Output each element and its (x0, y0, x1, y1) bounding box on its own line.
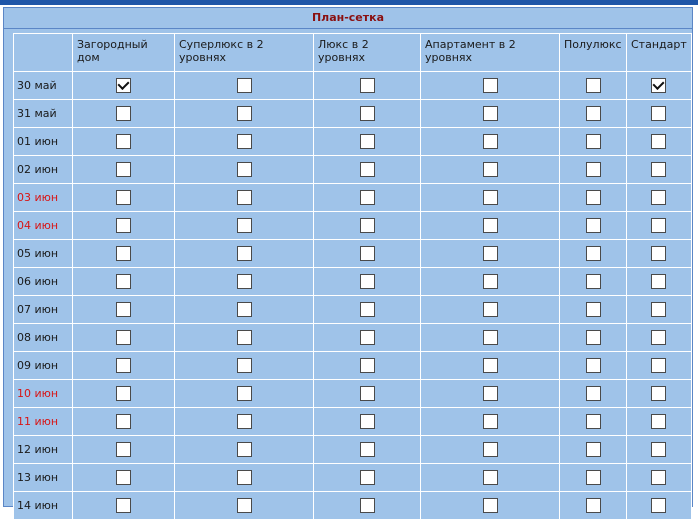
header-column: Полулюкс (560, 34, 627, 72)
checkbox-icon[interactable] (651, 442, 666, 457)
grid-cell (560, 296, 627, 324)
grid-cell (421, 436, 560, 464)
table-row (14, 492, 692, 520)
grid-cell (560, 464, 627, 492)
grid-cell (314, 380, 421, 408)
grid-cell (314, 408, 421, 436)
checkbox-icon[interactable] (360, 106, 375, 121)
grid-cell (627, 100, 692, 128)
grid-cell (314, 296, 421, 324)
grid-cell (73, 464, 175, 492)
grid-cell (175, 184, 314, 212)
plan-grid-table (13, 33, 692, 520)
grid-cell (421, 352, 560, 380)
checkbox-icon[interactable] (116, 386, 131, 401)
date-cell: 04 июн (14, 212, 73, 240)
date-cell: 03 июн (14, 184, 73, 212)
grid-cell (73, 268, 175, 296)
grid-cell (314, 324, 421, 352)
grid-cell (560, 268, 627, 296)
checkbox-icon[interactable] (237, 106, 252, 121)
table-row (14, 352, 692, 380)
checkbox-icon[interactable] (586, 106, 601, 121)
checkbox-icon[interactable] (360, 470, 375, 485)
header-column: Люкс в 2 уровнях (314, 34, 421, 72)
grid-cell (560, 352, 627, 380)
checkbox-icon[interactable] (360, 162, 375, 177)
checkbox-icon[interactable] (586, 162, 601, 177)
grid-cell (421, 268, 560, 296)
checkbox-icon[interactable] (237, 302, 252, 317)
grid-cell (314, 436, 421, 464)
checkbox-icon[interactable] (360, 498, 375, 513)
grid-body (14, 72, 692, 520)
date-cell: 30 май (14, 72, 73, 100)
checkbox-icon[interactable] (116, 106, 131, 121)
table-row (14, 72, 692, 100)
table-row (14, 324, 692, 352)
checkbox-icon[interactable] (360, 386, 375, 401)
checkbox-icon[interactable] (483, 246, 498, 261)
checkbox-icon[interactable] (483, 78, 498, 93)
checkbox-icon[interactable] (116, 162, 131, 177)
checkbox-icon[interactable] (586, 442, 601, 457)
grid-cell (421, 184, 560, 212)
checkbox-icon[interactable] (586, 218, 601, 233)
table-row (14, 128, 692, 156)
date-cell: 01 июн (14, 128, 73, 156)
checkbox-icon[interactable] (237, 386, 252, 401)
checkbox-icon[interactable] (360, 246, 375, 261)
header-row (14, 34, 692, 72)
grid-cell (560, 436, 627, 464)
header-date-column (14, 34, 73, 72)
checkbox-icon[interactable] (586, 134, 601, 149)
checkbox-icon[interactable] (651, 162, 666, 177)
grid-cell (560, 408, 627, 436)
grid-cell (175, 240, 314, 268)
grid-cell (421, 324, 560, 352)
checkbox-icon[interactable] (483, 330, 498, 345)
grid-cell (627, 492, 692, 520)
grid-cell (175, 100, 314, 128)
grid-cell (314, 492, 421, 520)
checkbox-icon[interactable] (237, 218, 252, 233)
grid-cell (73, 240, 175, 268)
grid-cell (560, 156, 627, 184)
grid-cell (627, 268, 692, 296)
checkbox-icon[interactable] (237, 330, 252, 345)
grid-cell (73, 380, 175, 408)
grid-cell (627, 296, 692, 324)
grid-cell (627, 212, 692, 240)
checkbox-icon[interactable] (651, 470, 666, 485)
grid-cell (421, 408, 560, 436)
checkbox-icon[interactable] (483, 414, 498, 429)
checkbox-icon[interactable] (651, 274, 666, 289)
checkbox-icon[interactable] (116, 330, 131, 345)
header-column: Апартамент в 2 уровнях (421, 34, 560, 72)
date-cell: 14 июн (14, 492, 73, 520)
checkbox-icon[interactable] (651, 330, 666, 345)
date-cell: 31 май (14, 100, 73, 128)
checkbox-icon[interactable] (586, 358, 601, 373)
grid-cell (175, 72, 314, 100)
grid-cell (314, 212, 421, 240)
table-row (14, 184, 692, 212)
grid-cell (421, 296, 560, 324)
checkbox-icon[interactable] (360, 78, 375, 93)
grid-cell (421, 464, 560, 492)
checkbox-icon[interactable] (586, 414, 601, 429)
checkbox-icon[interactable] (237, 246, 252, 261)
table-row (14, 268, 692, 296)
grid-cell (175, 408, 314, 436)
table-row (14, 296, 692, 324)
grid-cell (421, 212, 560, 240)
checkbox-icon[interactable] (483, 274, 498, 289)
window-top-strip (0, 0, 698, 5)
checkbox-icon[interactable] (586, 302, 601, 317)
checkbox-icon[interactable] (483, 218, 498, 233)
grid-cell (175, 492, 314, 520)
table-row (14, 240, 692, 268)
checkbox-icon[interactable] (651, 358, 666, 373)
grid-cell (560, 240, 627, 268)
checkbox-icon[interactable] (586, 78, 601, 93)
grid-cell (314, 352, 421, 380)
grid-cell (175, 156, 314, 184)
checkbox-icon[interactable] (586, 386, 601, 401)
checkbox-icon[interactable] (360, 302, 375, 317)
grid-cell (560, 184, 627, 212)
checkbox-icon[interactable] (586, 190, 601, 205)
checkbox-icon[interactable] (360, 274, 375, 289)
grid-cell (560, 380, 627, 408)
checkbox-icon[interactable] (116, 498, 131, 513)
checkbox-icon[interactable] (586, 470, 601, 485)
grid-cell (73, 100, 175, 128)
grid-cell (314, 184, 421, 212)
checkbox-icon[interactable] (483, 134, 498, 149)
checkbox-icon[interactable] (651, 498, 666, 513)
grid-cell (627, 128, 692, 156)
grid-cell (560, 492, 627, 520)
grid-cell (314, 72, 421, 100)
checkbox-icon[interactable] (483, 470, 498, 485)
checkbox-icon[interactable] (651, 106, 666, 121)
grid-cell (560, 72, 627, 100)
date-cell: 06 июн (14, 268, 73, 296)
checkbox-icon[interactable] (483, 442, 498, 457)
checkbox-icon[interactable] (651, 246, 666, 261)
grid-cell (627, 72, 692, 100)
checkbox-icon[interactable] (586, 330, 601, 345)
checkbox-icon[interactable] (237, 78, 252, 93)
checkbox-icon[interactable] (360, 134, 375, 149)
grid-cell (421, 492, 560, 520)
date-cell: 10 июн (14, 380, 73, 408)
date-cell: 12 июн (14, 436, 73, 464)
grid-cell (627, 240, 692, 268)
checkbox-icon[interactable] (483, 358, 498, 373)
checkbox-icon[interactable] (360, 414, 375, 429)
checkbox-icon[interactable] (360, 442, 375, 457)
checkbox-icon[interactable] (116, 134, 131, 149)
checkbox-icon[interactable] (360, 190, 375, 205)
checkbox-icon[interactable] (237, 134, 252, 149)
plan-grid-panel (3, 7, 693, 512)
checkbox-icon[interactable] (237, 190, 252, 205)
grid-cell (560, 212, 627, 240)
checkbox-icon[interactable] (360, 330, 375, 345)
grid-cell (627, 436, 692, 464)
checkbox-icon[interactable] (651, 302, 666, 317)
checkbox-icon[interactable] (237, 442, 252, 457)
header-column: Суперлюкс в 2 уровнях (175, 34, 314, 72)
date-cell: 07 июн (14, 296, 73, 324)
grid-cell (627, 184, 692, 212)
checkbox-icon[interactable] (651, 78, 666, 93)
checkbox-icon[interactable] (237, 498, 252, 513)
checkbox-icon[interactable] (116, 302, 131, 317)
grid-cell (73, 128, 175, 156)
grid-cell (73, 156, 175, 184)
grid-cell (314, 128, 421, 156)
grid-cell (421, 100, 560, 128)
checkbox-icon[interactable] (116, 470, 131, 485)
checkbox-icon[interactable] (483, 498, 498, 513)
table-row (14, 436, 692, 464)
grid-cell (175, 352, 314, 380)
date-cell: 11 июн (14, 408, 73, 436)
checkbox-icon[interactable] (586, 274, 601, 289)
panel-title: План-сетка (4, 8, 692, 29)
grid-cell (73, 296, 175, 324)
grid-cell (175, 296, 314, 324)
grid-cell (73, 352, 175, 380)
grid-cell (73, 72, 175, 100)
grid-cell (175, 128, 314, 156)
grid-cell (314, 464, 421, 492)
grid-cell (627, 156, 692, 184)
grid-cell (73, 408, 175, 436)
grid-cell (560, 324, 627, 352)
date-cell: 02 июн (14, 156, 73, 184)
table-row (14, 212, 692, 240)
checkbox-icon[interactable] (651, 190, 666, 205)
grid-cell (175, 380, 314, 408)
grid-cell (73, 184, 175, 212)
grid-cell (627, 464, 692, 492)
grid-cell (175, 268, 314, 296)
checkbox-icon[interactable] (483, 106, 498, 121)
checkbox-icon[interactable] (116, 442, 131, 457)
date-cell: 13 июн (14, 464, 73, 492)
table-row (14, 464, 692, 492)
table-row (14, 100, 692, 128)
checkbox-icon[interactable] (237, 414, 252, 429)
checkbox-icon[interactable] (237, 162, 252, 177)
checkbox-icon[interactable] (586, 246, 601, 261)
checkbox-icon[interactable] (237, 358, 252, 373)
checkbox-icon[interactable] (116, 246, 131, 261)
grid-cell (421, 128, 560, 156)
checkbox-icon[interactable] (116, 274, 131, 289)
header-column: Стандарт (627, 34, 692, 72)
checkbox-icon[interactable] (483, 386, 498, 401)
checkbox-icon[interactable] (116, 218, 131, 233)
grid-cell (73, 212, 175, 240)
date-cell: 08 июн (14, 324, 73, 352)
checkbox-icon[interactable] (237, 274, 252, 289)
header-column: Загородный дом (73, 34, 175, 72)
grid-cell (73, 492, 175, 520)
grid-cell (175, 324, 314, 352)
table-row (14, 156, 692, 184)
checkbox-icon[interactable] (651, 134, 666, 149)
checkbox-icon[interactable] (586, 498, 601, 513)
grid-cell (627, 380, 692, 408)
grid-cell (421, 72, 560, 100)
grid-cell (627, 324, 692, 352)
grid-cell (314, 156, 421, 184)
grid-cell (73, 436, 175, 464)
grid-cell (314, 268, 421, 296)
checkbox-icon[interactable] (483, 302, 498, 317)
grid-cell (314, 240, 421, 268)
checkbox-icon[interactable] (360, 218, 375, 233)
grid-cell (73, 324, 175, 352)
checkbox-icon[interactable] (651, 386, 666, 401)
checkbox-icon[interactable] (116, 78, 131, 93)
checkbox-icon[interactable] (651, 218, 666, 233)
grid-cell (560, 100, 627, 128)
grid-cell (627, 352, 692, 380)
grid-cell (627, 408, 692, 436)
grid-cell (314, 100, 421, 128)
table-row (14, 380, 692, 408)
checkbox-icon[interactable] (237, 470, 252, 485)
grid-cell (560, 128, 627, 156)
checkbox-icon[interactable] (116, 190, 131, 205)
table-row (14, 408, 692, 436)
date-cell: 09 июн (14, 352, 73, 380)
checkbox-icon[interactable] (360, 358, 375, 373)
checkbox-icon[interactable] (651, 414, 666, 429)
checkbox-icon[interactable] (483, 162, 498, 177)
grid-cell (421, 380, 560, 408)
checkbox-icon[interactable] (116, 358, 131, 373)
checkbox-icon[interactable] (483, 190, 498, 205)
grid-cell (421, 240, 560, 268)
grid-cell (175, 436, 314, 464)
checkbox-icon[interactable] (116, 414, 131, 429)
grid-cell (175, 464, 314, 492)
date-cell: 05 июн (14, 240, 73, 268)
grid-cell (175, 212, 314, 240)
grid-cell (421, 156, 560, 184)
